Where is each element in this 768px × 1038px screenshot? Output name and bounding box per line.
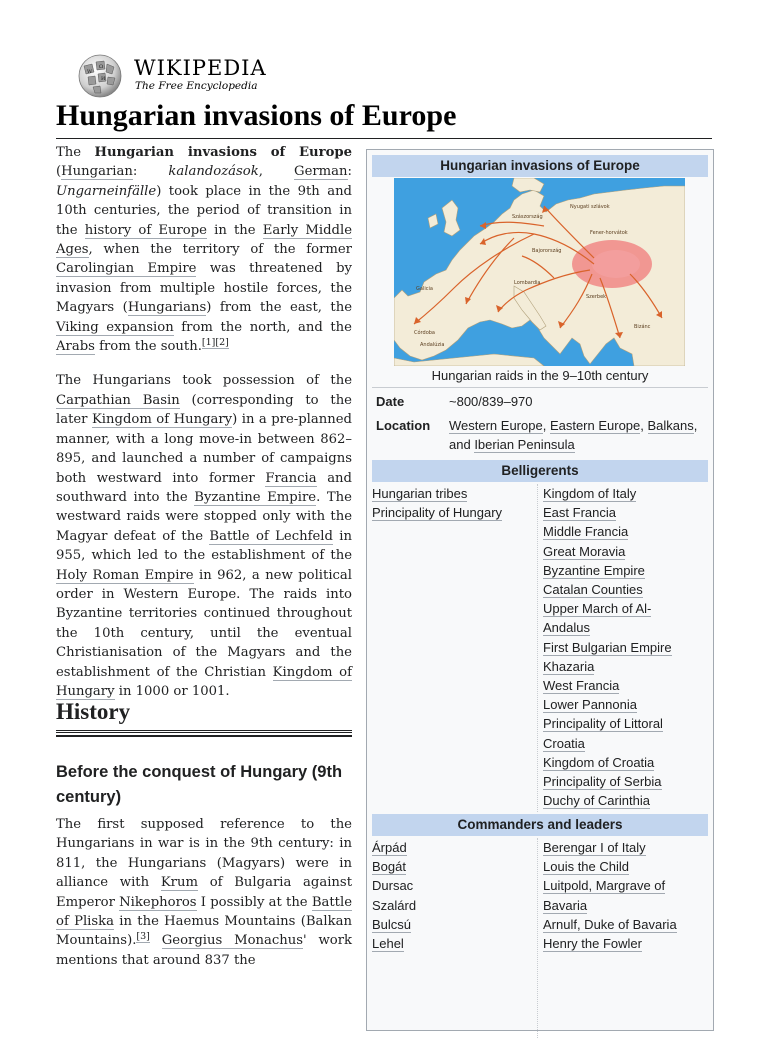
link-holy-roman-empire[interactable]: Holy Roman Empire bbox=[56, 567, 194, 583]
text-run: I possibly at the bbox=[196, 894, 312, 910]
text-run: , bbox=[640, 418, 648, 433]
history-section bbox=[56, 815, 352, 970]
infobox bbox=[366, 149, 714, 1031]
link-first-bulgarian-empire[interactable]: First Bulgarian Empire bbox=[543, 639, 672, 655]
text-run: ) from the east, the bbox=[206, 300, 352, 316]
map-label-szaszorszag: Szászország bbox=[512, 214, 543, 220]
map-label-nyugati-szlavok: Nyugati szlávok bbox=[570, 204, 610, 210]
citation bbox=[215, 337, 228, 349]
infobox-list-item bbox=[372, 896, 535, 915]
map-label-cordoba: Córdoba bbox=[414, 330, 435, 336]
infobox-list-item bbox=[543, 734, 709, 753]
infobox-list-item bbox=[543, 657, 709, 676]
link-western-europe[interactable]: Western Europe bbox=[449, 418, 543, 433]
link-kingdom-of-hungary[interactable]: Kingdom of Hungary bbox=[91, 412, 233, 428]
text-run bbox=[150, 933, 162, 948]
history-paragraph-1 bbox=[56, 815, 352, 970]
svg-text:Ω: Ω bbox=[99, 64, 104, 70]
infobox-list-item bbox=[543, 484, 709, 503]
link-bulcs[interactable]: Bulcsú bbox=[372, 916, 412, 932]
lead-section bbox=[56, 143, 352, 716]
citation-link[interactable]: [2] bbox=[215, 336, 229, 348]
link-battle-of-lechfeld[interactable]: Battle of Lechfeld bbox=[209, 528, 333, 544]
text-run: The bbox=[56, 145, 95, 160]
infobox-list-item bbox=[372, 934, 535, 953]
belligerents-left-column bbox=[372, 484, 535, 522]
text-run: was threatened by invasion from multiple hostile forces, the Magyars ( bbox=[56, 261, 353, 316]
infobox-list-item bbox=[543, 753, 709, 772]
link-history-of-europe[interactable]: history of Europe bbox=[84, 222, 207, 238]
link-upper-march-of-al[interactable]: Upper March of Al- bbox=[543, 601, 652, 617]
link-berengar-i-of-italy[interactable]: Berengar I of Italy bbox=[543, 840, 646, 855]
text-run: in 1000 or 1001. bbox=[114, 683, 230, 699]
citation bbox=[202, 337, 215, 349]
wikipedia-globe-icon bbox=[74, 52, 126, 98]
belligerents-right-column bbox=[543, 484, 709, 810]
text-run: The first supposed reference to the Hungarians in war is in the 9th century: in 811, the Hungarians (Magyars) were in alliance with bbox=[56, 817, 352, 891]
text-run: : bbox=[347, 164, 352, 180]
commanders-right-column bbox=[543, 838, 709, 953]
wikipedia-logo[interactable] bbox=[74, 52, 294, 98]
infobox-map-image[interactable] bbox=[394, 178, 685, 366]
citation-link[interactable]: [1] bbox=[201, 336, 216, 348]
link-middle-francia[interactable]: Middle Francia bbox=[543, 524, 629, 540]
infobox-list-item bbox=[543, 580, 709, 599]
infobox-date-label: Date bbox=[376, 394, 405, 409]
infobox-belligerents-header: Belligerents bbox=[372, 460, 708, 482]
link-carpathian-basin[interactable]: Carpathian Basin bbox=[56, 392, 180, 408]
link-khazaria[interactable]: Khazaria bbox=[543, 658, 595, 674]
link-viking-expansion[interactable]: Viking expansion bbox=[56, 319, 174, 335]
text-run: ) took place in the 9th and 10th centuries, the period of transition in the bbox=[56, 183, 352, 238]
text-run: and southward into the bbox=[56, 470, 352, 505]
link-balkans[interactable]: Balkans bbox=[647, 418, 694, 433]
link-eastern-europe[interactable]: Eastern Europe bbox=[549, 418, 641, 433]
link-lower-pannonia[interactable]: Lower Pannonia bbox=[543, 697, 637, 713]
text-run: The Hungarians took possession of the bbox=[56, 373, 352, 389]
link-arnulf-duke-of-bavaria[interactable]: Arnulf, Duke of Bavaria bbox=[543, 916, 677, 932]
link-andalus[interactable]: Andalus bbox=[543, 620, 590, 636]
infobox-list-item bbox=[372, 484, 535, 503]
link-francia[interactable]: Francia bbox=[265, 470, 317, 486]
link-lehel[interactable]: Lehel bbox=[372, 936, 404, 952]
link-hungarian-tribes[interactable]: Hungarian tribes bbox=[372, 486, 468, 501]
text-run: Ungarneinfälle bbox=[56, 183, 157, 199]
text-run: (corresponding to the later bbox=[56, 392, 352, 428]
map-label-bizanc: Bizánc bbox=[634, 324, 651, 330]
infobox-column-divider-2 bbox=[537, 838, 538, 1038]
link-principality-of-hungary[interactable]: Principality of Hungary bbox=[372, 505, 503, 521]
text-szal-rd: Szalárd bbox=[372, 897, 417, 913]
infobox-list-item bbox=[543, 896, 709, 915]
infobox-title: Hungarian invasions of Europe bbox=[372, 155, 708, 177]
link-german[interactable]: German bbox=[294, 164, 348, 180]
page-title: Hungarian invasions of Europe bbox=[56, 96, 712, 139]
link-kingdom-of-hungary[interactable]: Kingdom of Hungary bbox=[56, 664, 352, 699]
link-duchy-of-carinthia[interactable]: Duchy of Carinthia bbox=[543, 793, 650, 809]
text-run: : bbox=[132, 164, 169, 180]
infobox-list-item bbox=[543, 857, 709, 876]
infobox-list-item bbox=[543, 772, 709, 791]
link-hungarians[interactable]: Hungarians bbox=[127, 300, 207, 316]
infobox-list-item bbox=[543, 876, 709, 895]
link-hungarian[interactable]: Hungarian bbox=[61, 164, 133, 180]
text-run: ) in a pre-planned manner, with a long move-in between 862–895, and launched a number of campaigns both westward into former bbox=[56, 412, 352, 486]
link-battle-of-pliska[interactable]: Battle of Pliska bbox=[56, 894, 353, 930]
infobox-list-item bbox=[543, 791, 709, 810]
infobox-list-item bbox=[372, 915, 535, 934]
text-dursac: Dursac bbox=[372, 878, 414, 894]
map-label-bajororszag: Bajorország bbox=[532, 248, 562, 254]
link-louis-the-child[interactable]: Louis the Child bbox=[543, 859, 629, 875]
map-label-galicia: Galicia bbox=[416, 286, 433, 292]
map-label-fener-horvatok: Fener-horvátok bbox=[590, 230, 628, 236]
text-run: from the south. bbox=[94, 339, 202, 355]
infobox-list-item bbox=[543, 618, 709, 637]
infobox-list-item bbox=[543, 542, 709, 561]
link-east-francia[interactable]: East Francia bbox=[543, 505, 616, 521]
infobox-list-item bbox=[543, 838, 709, 857]
link-arabs[interactable]: Arabs bbox=[56, 339, 95, 355]
map-label-andaluzia: Andalúzia bbox=[420, 342, 445, 348]
citation bbox=[136, 931, 149, 943]
infobox-list-item bbox=[543, 599, 709, 618]
infobox-list-item bbox=[543, 934, 709, 953]
link-kingdom-of-croatia[interactable]: Kingdom of Croatia bbox=[543, 754, 655, 770]
subsection-heading: Before the conquest of Hungary (9th century) bbox=[56, 763, 343, 806]
infobox-location-label: Location bbox=[376, 418, 431, 433]
lead-paragraph-1 bbox=[56, 143, 352, 356]
infobox-location-value bbox=[449, 416, 707, 454]
lead-paragraph-2 bbox=[56, 371, 352, 701]
infobox-list-item bbox=[543, 714, 709, 733]
infobox-list-item bbox=[372, 503, 535, 522]
infobox-commanders-header: Commanders and leaders bbox=[372, 814, 708, 836]
text-run: ' work mentions that around 837 the bbox=[56, 933, 352, 968]
commanders-left-column bbox=[372, 838, 535, 953]
link-georgius-monachus[interactable]: Georgius Monachus bbox=[161, 933, 304, 949]
infobox-date-value: ~800/839–970 bbox=[449, 394, 533, 409]
link-krum[interactable]: Krum bbox=[160, 875, 198, 891]
link-nikephoros[interactable]: Nikephoros bbox=[119, 894, 197, 910]
infobox-list-item bbox=[543, 695, 709, 714]
map-label-lombardia: Lombardia bbox=[514, 280, 541, 286]
infobox-list-item bbox=[543, 676, 709, 695]
infobox-list-item bbox=[543, 638, 709, 657]
text-run: , and bbox=[449, 418, 698, 452]
link-principality-of-serbia[interactable]: Principality of Serbia bbox=[543, 774, 662, 790]
link-catalan-counties[interactable]: Catalan Counties bbox=[543, 582, 643, 598]
text-run: . The westward raids were stopped only with the Magyar defeat of the bbox=[56, 489, 352, 544]
wikipedia-tagline: The Free Encyclopedia bbox=[135, 80, 258, 92]
infobox-map-caption: Hungarian raids in the 9–10th century bbox=[431, 368, 649, 383]
text-run: ( bbox=[56, 164, 62, 180]
link-byzantine-empire[interactable]: Byzantine Empire bbox=[194, 489, 317, 505]
link-kingdom-of-italy[interactable]: Kingdom of Italy bbox=[543, 486, 637, 501]
link-principality-of-littoral[interactable]: Principality of Littoral bbox=[543, 716, 663, 732]
text-run: Hungarian invasions of Europe bbox=[94, 145, 352, 160]
link-rp-d[interactable]: Árpád bbox=[372, 840, 407, 855]
text-run: , bbox=[258, 164, 295, 180]
infobox-list-item bbox=[372, 838, 535, 857]
text-run: in the bbox=[206, 222, 263, 238]
svg-text:И: И bbox=[101, 76, 106, 82]
text-run: from the north, and the bbox=[173, 319, 352, 335]
link-henry-the-fowler[interactable]: Henry the Fowler bbox=[543, 936, 642, 952]
link-byzantine-empire[interactable]: Byzantine Empire bbox=[543, 562, 645, 578]
text-run: , when the territory of the former bbox=[88, 242, 352, 258]
infobox-list-item bbox=[543, 561, 709, 580]
link-iberian-peninsula[interactable]: Iberian Peninsula bbox=[474, 437, 575, 452]
text-run: in 955, which led to the establishment of the bbox=[56, 528, 352, 564]
link-great-moravia[interactable]: Great Moravia bbox=[543, 543, 626, 559]
link-west-francia[interactable]: West Francia bbox=[543, 678, 620, 694]
link-bog-t[interactable]: Bogát bbox=[372, 859, 406, 875]
link-luitpold-margrave-of[interactable]: Luitpold, Margrave of bbox=[543, 878, 666, 894]
text-run: , bbox=[542, 418, 550, 433]
text-run: kalandozások bbox=[168, 164, 259, 180]
section-heading-history: History bbox=[56, 697, 352, 733]
link-early-middle-ages[interactable]: Early Middle Ages bbox=[56, 222, 353, 258]
wikipedia-wordmark: WIKIPEDIA bbox=[134, 56, 267, 80]
svg-text:W: W bbox=[87, 69, 93, 75]
infobox-list-item bbox=[543, 503, 709, 522]
infobox-list-item bbox=[372, 857, 535, 876]
infobox-column-divider bbox=[537, 484, 538, 812]
map-label-szerbek: Szerbek bbox=[586, 294, 607, 300]
text-run: in 962, a new political order in Western Europe. The raids into Byzantine territories continued throughout the 10th century, until the eventual Christianisation of the Magyars and the establishment of the Christian bbox=[56, 567, 352, 680]
citation-link[interactable]: [3] bbox=[136, 931, 150, 943]
text-run: in the Haemus Mountains (Balkan Mountains). bbox=[56, 914, 352, 949]
link-croatia[interactable]: Croatia bbox=[543, 735, 585, 751]
infobox-divider bbox=[372, 387, 708, 388]
infobox-list-item bbox=[372, 876, 535, 895]
infobox-list-item bbox=[543, 522, 709, 541]
text-run: of Bulgaria against Emperor bbox=[56, 875, 352, 910]
link-bavaria[interactable]: Bavaria bbox=[543, 897, 588, 913]
link-carolingian-empire[interactable]: Carolingian Empire bbox=[56, 261, 197, 277]
infobox-list-item bbox=[543, 915, 709, 934]
